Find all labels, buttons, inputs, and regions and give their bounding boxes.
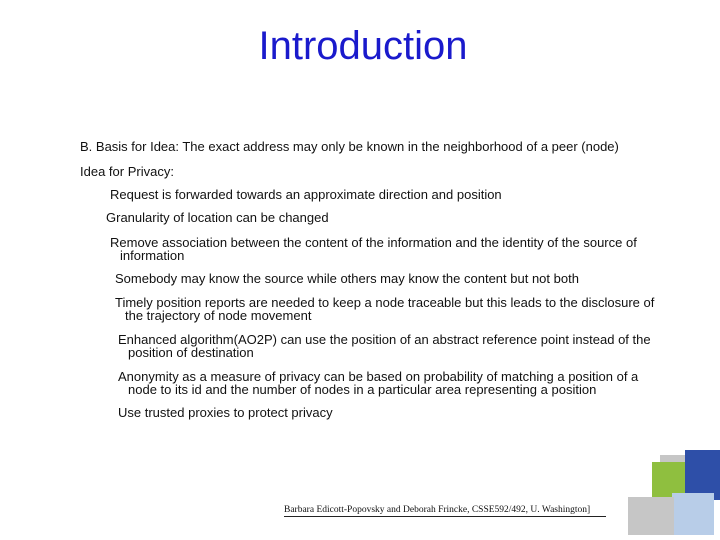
body-line-continuation: the trajectory of node movement bbox=[125, 308, 312, 323]
body-line bbox=[118, 370, 708, 396]
body-line-first: Timely position reports are needed to keep a node traceable but this leads to the disclosure of bbox=[115, 295, 655, 310]
body-line-first: Anonymity as a measure of privacy can be based on probability of matching a position of a bbox=[118, 369, 639, 384]
body-line: Idea for Privacy: bbox=[80, 164, 174, 179]
body-line-first: Enhanced algorithm(AO2P) can use the position of an abstract reference point instead of the bbox=[118, 332, 651, 347]
body-line-continuation: information bbox=[120, 248, 185, 263]
body-line-continuation: position of destination bbox=[128, 345, 254, 360]
slide-title: Introduction bbox=[258, 24, 468, 68]
body-line-first: Remove association between the content of the information and the identity of the source of bbox=[110, 235, 637, 250]
body-line: Request is forwarded towards an approximate direction and position bbox=[110, 187, 502, 202]
body-line bbox=[115, 296, 710, 322]
corner-square-grey-bottom bbox=[628, 497, 674, 535]
body-line: Somebody may know the source while others may know the content but not both bbox=[115, 271, 579, 286]
footer-citation: Barbara Edicott-Popovsky and Deborah Frincke, CSSE592/492, U. Washington] bbox=[284, 505, 591, 515]
body-line bbox=[118, 333, 708, 359]
footer-divider bbox=[284, 516, 606, 517]
corner-square-lightblue bbox=[672, 493, 714, 535]
body-line-continuation: node to its id and the number of nodes in a particular area representing a position bbox=[128, 382, 597, 397]
body-line: Granularity of location can be changed bbox=[106, 210, 329, 225]
body-line bbox=[110, 236, 700, 262]
body-line: B. Basis for Idea: The exact address may only be known in the neighborhood of a peer (node) bbox=[80, 139, 619, 154]
body-line: Use trusted proxies to protect privacy bbox=[118, 405, 333, 420]
